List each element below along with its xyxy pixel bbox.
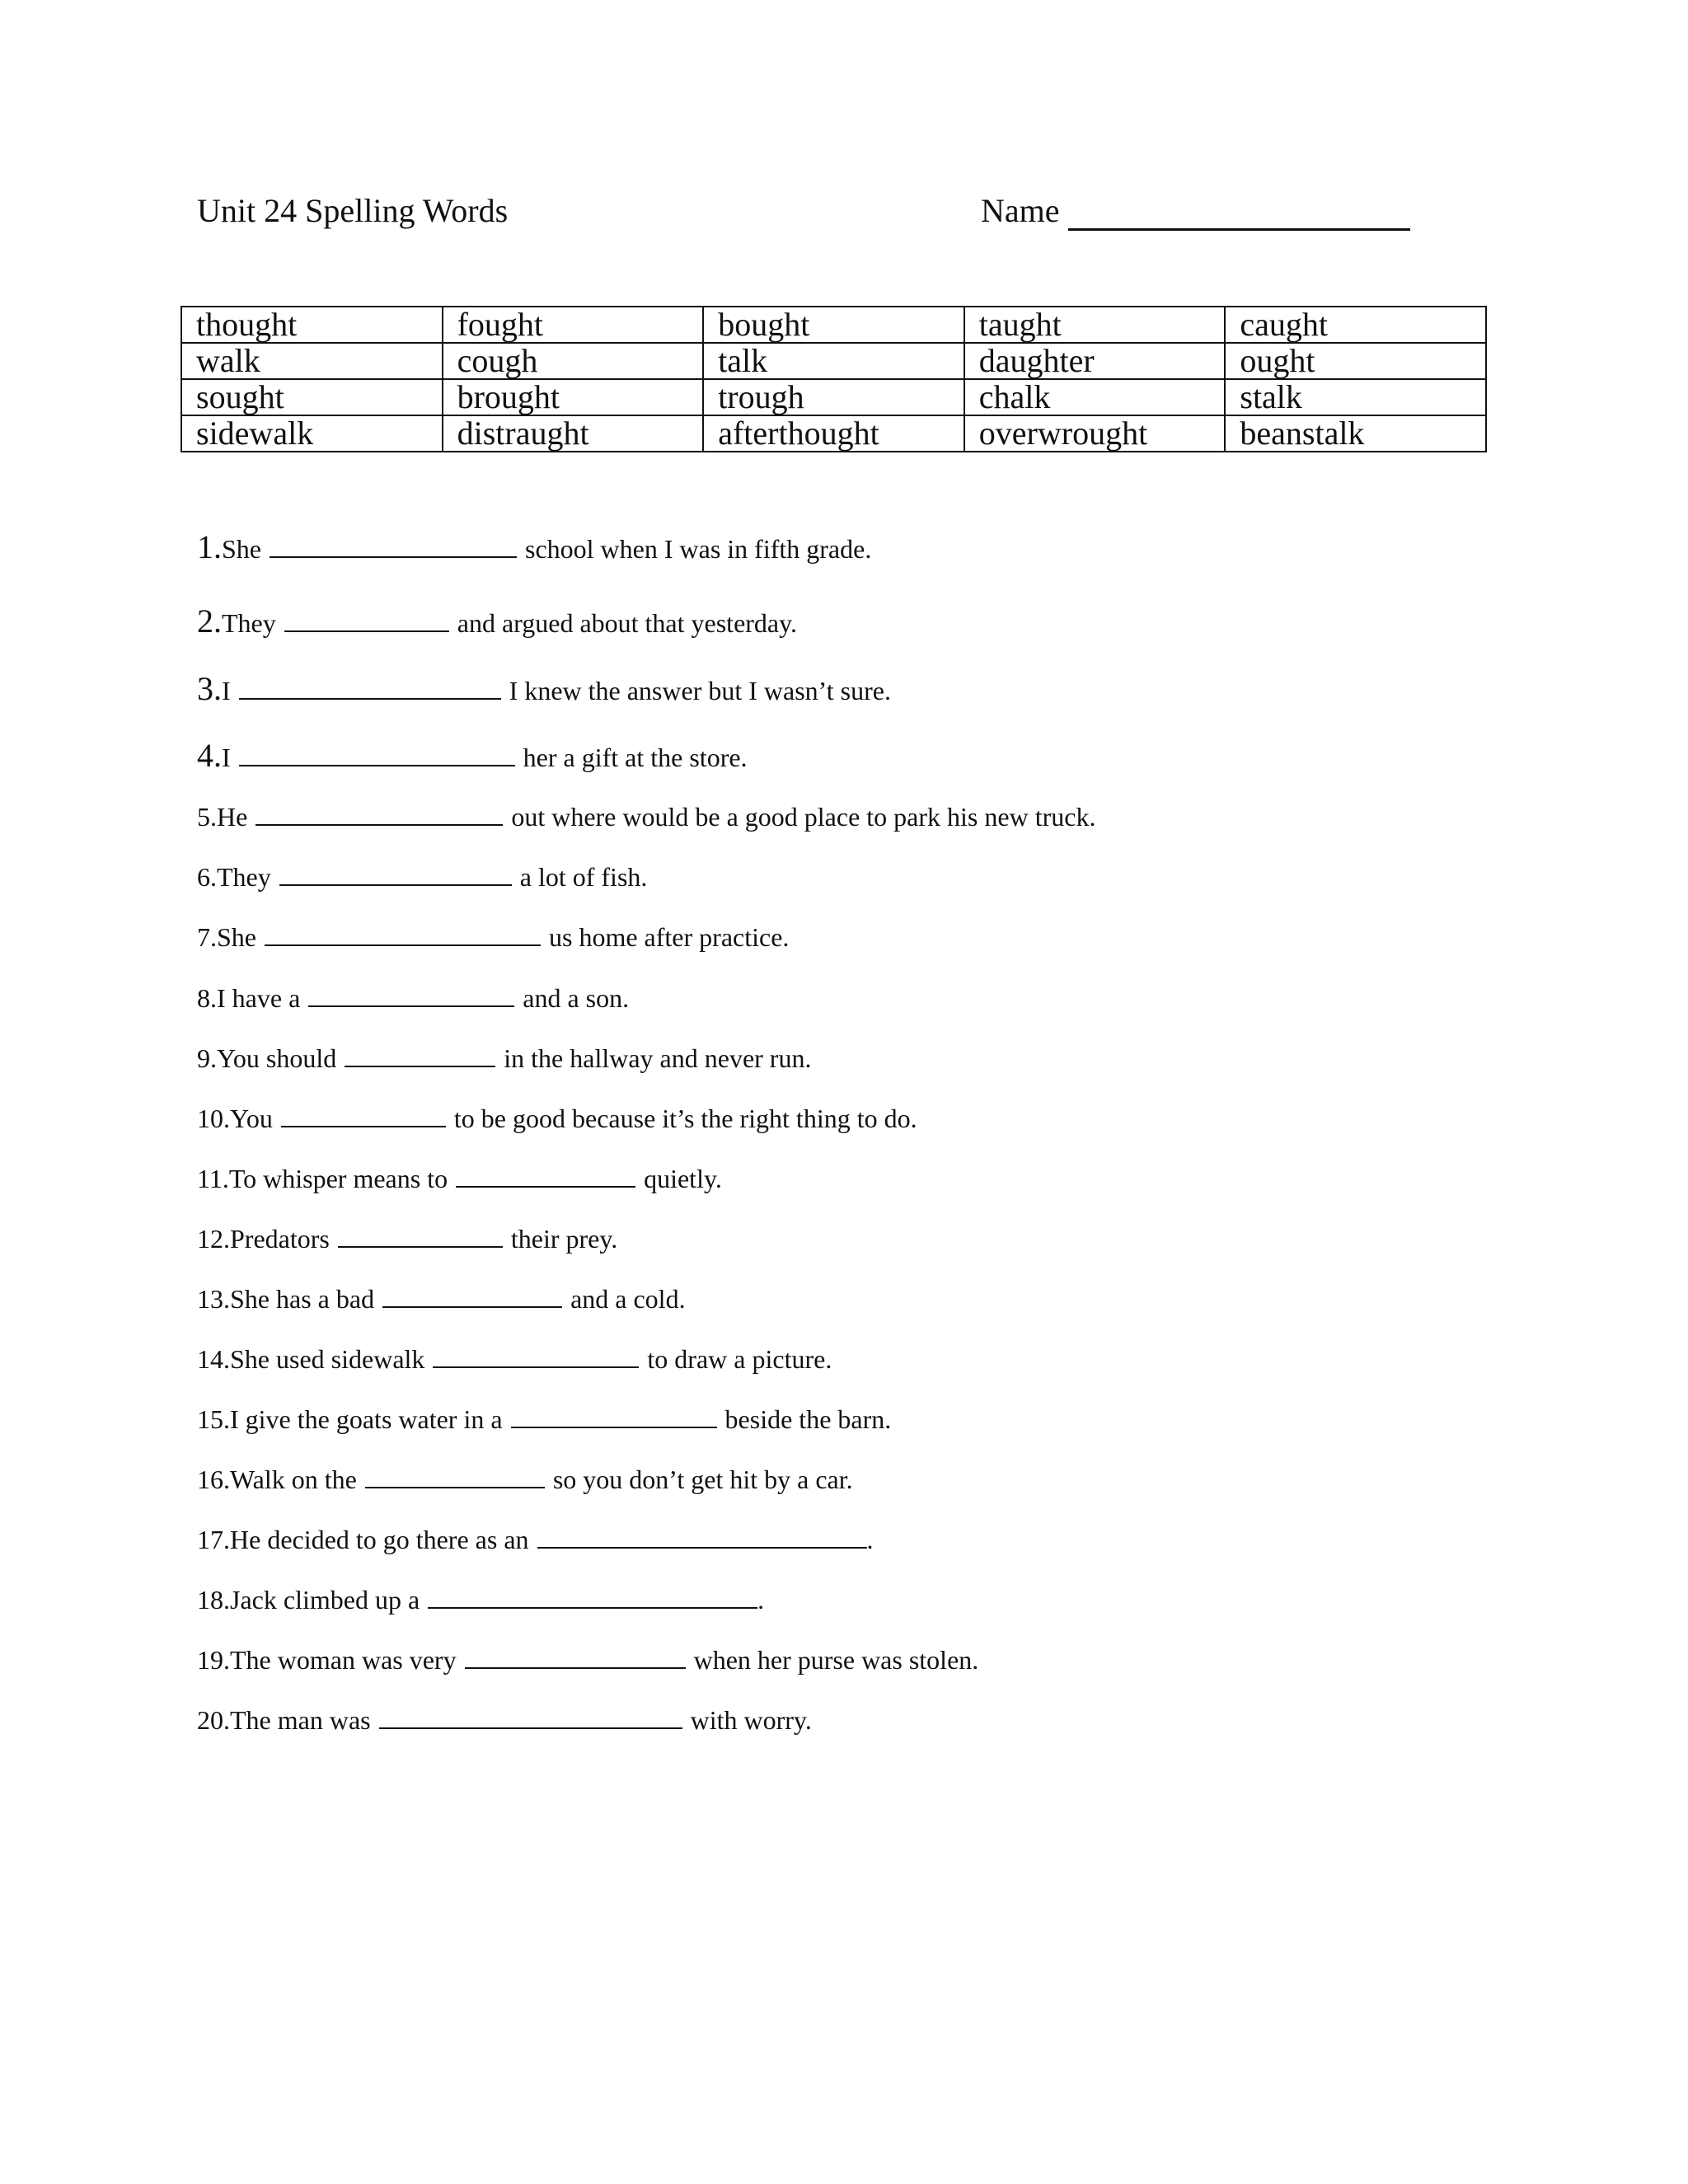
question-text-after: us home after practice. — [549, 922, 790, 952]
question-text-after: and a cold. — [570, 1284, 686, 1314]
question-text-after: in the hallway and never run. — [504, 1043, 812, 1073]
question-text-after: . — [866, 1525, 874, 1554]
question-item — [197, 1224, 617, 1254]
question-item — [197, 1585, 764, 1615]
spelling-word: ought — [1225, 343, 1486, 379]
question-text-before: She — [217, 922, 256, 952]
answer-blank[interactable] — [281, 1126, 446, 1127]
answer-blank[interactable] — [345, 1066, 495, 1067]
question-text-after: a lot of fish. — [519, 862, 648, 892]
spelling-word: caught — [1225, 307, 1486, 343]
word-row — [181, 415, 1486, 452]
question-text-after: so you don’t get hit by a car. — [552, 1465, 853, 1494]
question-text-after: her a gift at the store. — [523, 743, 748, 772]
question-number: 18. — [197, 1585, 230, 1615]
question-text-after: with worry. — [690, 1705, 812, 1735]
question-number: 7. — [197, 922, 217, 952]
answer-blank[interactable] — [465, 1667, 686, 1669]
question-text-before: To whisper means to — [228, 1164, 448, 1193]
spelling-word: walk — [181, 343, 443, 379]
question-item — [197, 1043, 811, 1074]
question-text-before: She has a bad — [230, 1284, 375, 1314]
question-text-before: I — [222, 676, 231, 705]
answer-blank[interactable] — [382, 1306, 562, 1308]
name-label: Name — [981, 192, 1060, 229]
spelling-word: sought — [181, 379, 443, 415]
spelling-word: thought — [181, 307, 443, 343]
question-number: 8. — [197, 983, 217, 1013]
question-number: 17. — [197, 1525, 230, 1554]
question-text-after: I knew the answer but I wasn’t sure. — [509, 676, 891, 705]
question-item — [197, 1525, 874, 1555]
question-text-before: You — [230, 1104, 273, 1133]
question-text-before: You should — [217, 1043, 337, 1073]
question-number: 20. — [197, 1705, 230, 1735]
answer-blank[interactable] — [270, 556, 517, 558]
question-text-before: The man was — [230, 1705, 371, 1735]
spelling-word: daughter — [964, 343, 1226, 379]
question-number: 19. — [197, 1645, 230, 1675]
spelling-word: distraught — [443, 415, 704, 452]
spelling-word: fought — [443, 307, 704, 343]
answer-blank[interactable] — [511, 1427, 717, 1428]
question-text-before: I have a — [217, 983, 301, 1013]
question-text-after: out where would be a good place to park his new truck. — [511, 802, 1096, 832]
answer-blank[interactable] — [279, 884, 512, 886]
question-text-before: Predators — [230, 1224, 330, 1254]
question-text-before: He decided to go there as an — [230, 1525, 529, 1554]
question-text-after: to draw a picture. — [647, 1344, 832, 1374]
question-number: 15. — [197, 1404, 230, 1434]
answer-blank[interactable] — [239, 698, 501, 700]
spelling-word: brought — [443, 379, 704, 415]
question-item — [197, 1284, 686, 1315]
question-item — [197, 1705, 812, 1736]
answer-blank[interactable] — [433, 1366, 639, 1368]
page-title: Unit 24 Spelling Words — [197, 192, 509, 229]
question-text-before: They — [222, 608, 276, 638]
question-number: 6. — [197, 862, 217, 892]
question-text-after: school when I was in fifth grade. — [525, 534, 872, 564]
question-item — [197, 1404, 891, 1435]
spelling-word-table — [181, 306, 1487, 452]
answer-blank[interactable] — [239, 765, 515, 766]
question-text-before: I — [222, 743, 231, 772]
question-number: 11. — [197, 1164, 229, 1193]
spelling-word: talk — [703, 343, 964, 379]
spelling-word: afterthought — [703, 415, 964, 452]
question-text-after: quietly. — [644, 1164, 722, 1193]
answer-blank[interactable] — [256, 824, 503, 826]
word-row — [181, 379, 1486, 415]
spelling-word: chalk — [964, 379, 1226, 415]
question-item — [197, 527, 871, 566]
question-item — [197, 983, 629, 1014]
question-item — [197, 1344, 832, 1375]
question-text-before: She — [222, 534, 261, 564]
question-text-after: to be good because it’s the right thing to do. — [453, 1104, 917, 1133]
answer-blank[interactable] — [379, 1727, 682, 1729]
spelling-word: cough — [443, 343, 704, 379]
question-text-before: The woman was very — [230, 1645, 457, 1675]
name-blank-line — [1068, 228, 1410, 231]
answer-blank[interactable] — [284, 630, 449, 632]
spelling-word: beanstalk — [1225, 415, 1486, 452]
question-number: 14. — [197, 1344, 230, 1374]
question-item — [197, 802, 1095, 832]
worksheet-header — [0, 191, 1688, 241]
answer-blank[interactable] — [428, 1607, 757, 1609]
question-number: 9. — [197, 1043, 217, 1073]
answer-blank[interactable] — [456, 1186, 635, 1188]
question-item — [197, 922, 789, 953]
question-text-before: He — [217, 802, 248, 832]
question-text-before: Walk on the — [230, 1465, 357, 1494]
question-number: 13. — [197, 1284, 230, 1314]
question-number: 12. — [197, 1224, 230, 1254]
spelling-word: overwrought — [964, 415, 1226, 452]
question-text-after: . — [757, 1585, 765, 1615]
question-text-after: beside the barn. — [724, 1404, 892, 1434]
question-item — [197, 862, 647, 893]
question-text-after: their prey. — [510, 1224, 618, 1254]
question-text-after: and a son. — [523, 983, 630, 1013]
question-item — [197, 1104, 917, 1134]
word-row — [181, 343, 1486, 379]
question-item — [197, 1164, 722, 1194]
question-text-after: and argued about that yesterday. — [457, 608, 798, 638]
spelling-word: bought — [703, 307, 964, 343]
question-item — [197, 1465, 853, 1495]
question-text-before: Jack climbed up a — [230, 1585, 420, 1615]
question-item — [197, 669, 891, 708]
spelling-word: taught — [964, 307, 1226, 343]
spelling-word: stalk — [1225, 379, 1486, 415]
answer-blank[interactable] — [338, 1246, 503, 1248]
question-item — [197, 602, 797, 640]
spelling-word: sidewalk — [181, 415, 443, 452]
question-number: 16. — [197, 1465, 230, 1494]
question-text-before: They — [217, 862, 271, 892]
answer-blank[interactable] — [365, 1487, 545, 1488]
question-text-after: when her purse was stolen. — [693, 1645, 979, 1675]
spelling-word: trough — [703, 379, 964, 415]
question-text-before: She used sidewalk — [230, 1344, 425, 1374]
question-number: 4. — [197, 737, 222, 774]
word-row — [181, 307, 1486, 343]
question-number: 3. — [197, 670, 222, 707]
question-number: 1. — [197, 528, 222, 565]
question-number: 5. — [197, 802, 217, 832]
question-text-before: I give the goats water in a — [230, 1404, 503, 1434]
question-number: 2. — [197, 602, 222, 640]
answer-blank[interactable] — [308, 1005, 514, 1007]
question-item — [197, 736, 748, 775]
answer-blank[interactable] — [265, 944, 541, 946]
question-item — [197, 1645, 978, 1675]
question-number: 10. — [197, 1104, 230, 1133]
answer-blank[interactable] — [537, 1547, 867, 1549]
